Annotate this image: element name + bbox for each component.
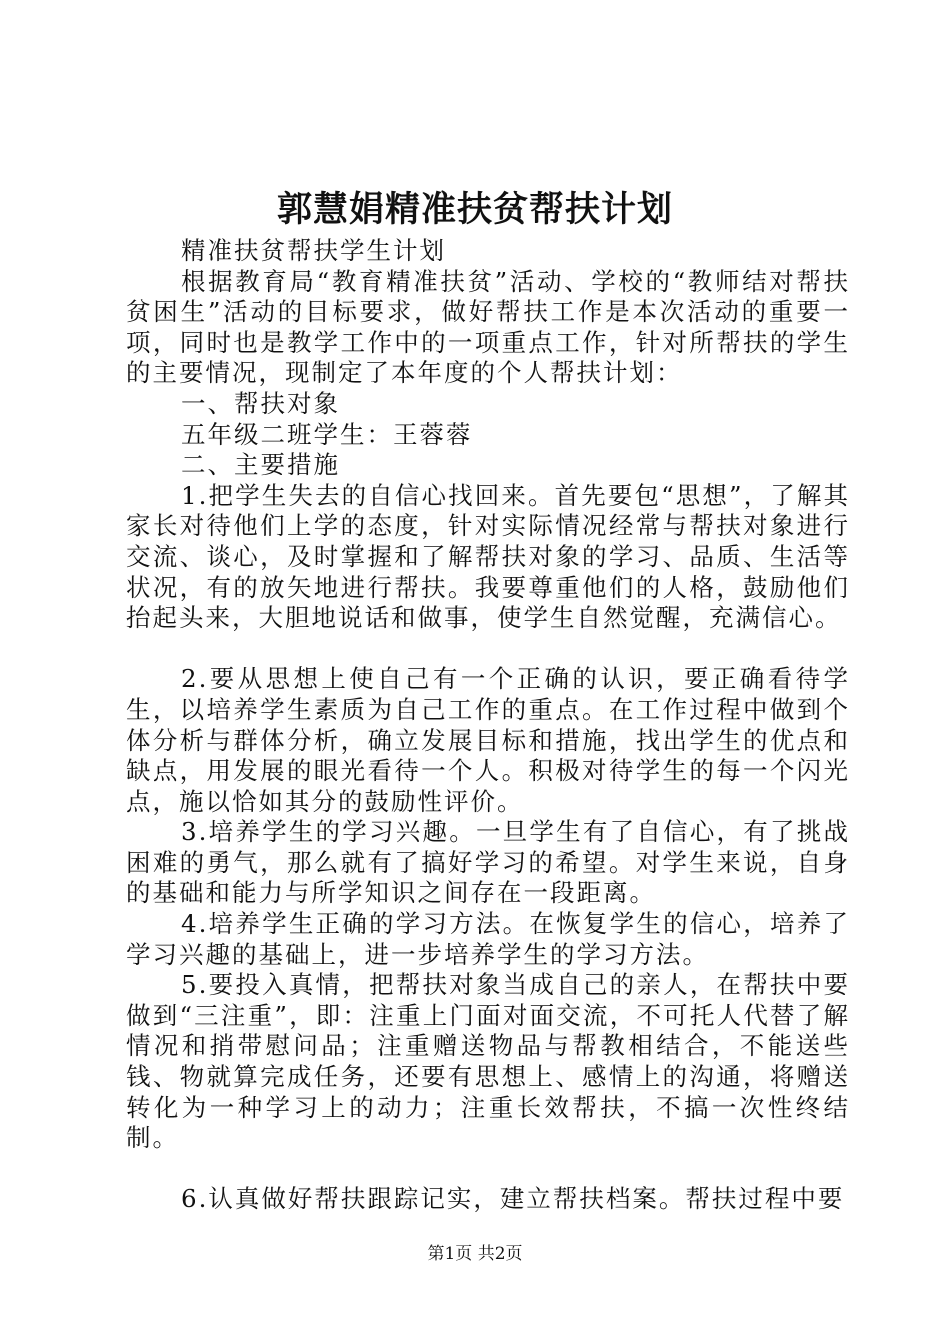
paragraph-heading-measures: 二、主要措施	[181, 450, 340, 480]
paragraph-measure-6: 6.认真做好帮扶跟踪记实，建立帮扶档案。帮扶过程中要	[181, 1184, 845, 1214]
page-number-footer: 第1页 共2页	[427, 1244, 523, 1264]
paragraph-measure-1: 1.把学生失去的自信心找回来。首先要包“思想”，了解其家长对待他们上学的态度，针对实际情况经常与帮扶对象进行交流、谈心，及时掌握和了解帮扶对象的学习、品质、生活等状况，有的放矢地进行帮扶。我要尊重他们的人格，鼓励他们抬起头来，大胆地说话和做事，使学生自然觉醒，充满信心。	[126, 480, 850, 633]
paragraph-measure-4: 4.培养学生正确的学习方法。在恢复学生的信心，培养了学习兴趣的基础上，进一步培养学生的学习方法。	[126, 909, 850, 969]
paragraph-intro: 根据教育局“教育精准扶贫”活动、学校的“教师结对帮扶贫困生”活动的目标要求，做好帮扶工作是本次活动的重要一项，同时也是教学工作中的一项重点工作，针对所帮扶的学生的主要情况，现制定了本年度的个人帮扶计划：	[126, 266, 850, 388]
paragraph-subtitle: 精准扶贫帮扶学生计划	[181, 236, 446, 265]
document-title: 郭慧娟精准扶贫帮扶计划	[276, 189, 673, 230]
paragraph-heading-target: 一、帮扶对象	[181, 388, 340, 418]
paragraph-measure-3: 3.培养学生的学习兴趣。一旦学生有了自信心，有了挑战困难的勇气，那么就有了搞好学习的希望。对学生来说，自身的基础和能力与所学知识之间存在一段距离。	[126, 817, 850, 908]
paragraph-target-student: 五年级二班学生：王蓉蓉	[181, 419, 473, 449]
paragraph-measure-5: 5.要投入真情，把帮扶对象当成自己的亲人，在帮扶中要做到“三注重”，即：注重上门面对面交流，不可托人代替了解情况和捎带慰问品；注重赠送物品与帮教相结合，不能送些钱、物就算完成任务，还要有思想上、感情上的沟通，将赠送转化为一种学习上的动力；注重长效帮扶，不搞一次性终结制。	[126, 970, 850, 1153]
paragraph-measure-2: 2.要从思想上使自己有一个正确的认识，要正确看待学生，以培养学生素质为自己工作的重点。在工作过程中做到个体分析与群体分析，确立发展目标和措施，找出学生的优点和缺点，用发展的眼光看待一个人。积极对待学生的每一个闪光点，施以恰如其分的鼓励性评价。	[126, 664, 850, 816]
document-body	[126, 236, 850, 1215]
